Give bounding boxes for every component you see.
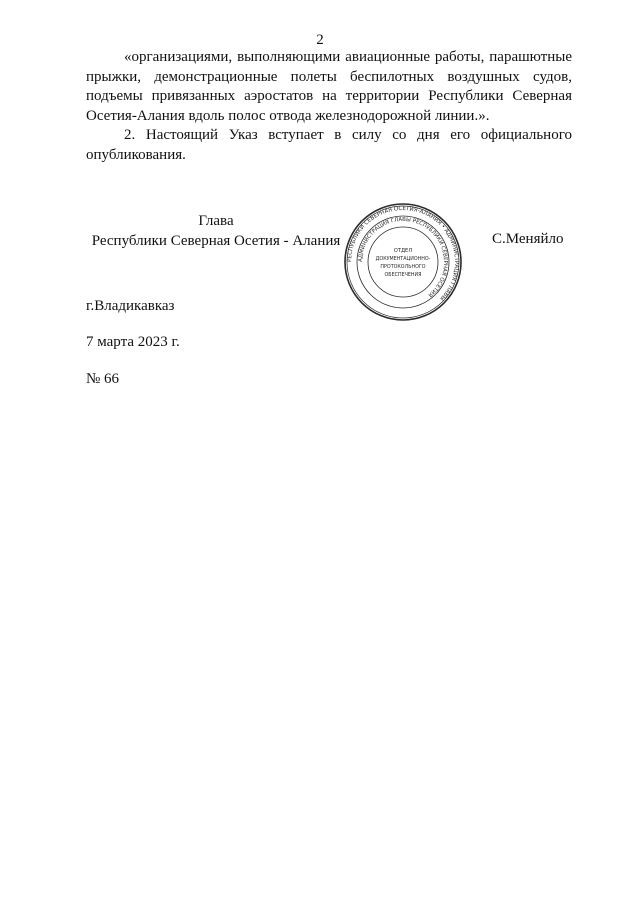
stamp-center-line-3: ПРОТОКОЛЬНОГО — [380, 265, 426, 270]
signature-title-line1: Глава — [198, 213, 234, 229]
official-seal-stamp — [343, 202, 463, 322]
page-number: 2 — [316, 32, 324, 48]
stamp-inner-text: АДМИНИСТРАЦИЯ ГЛАВЫ РЕСПУБЛИКИ СЕВЕРНАЯ ОСЕТИЯ — [357, 216, 449, 298]
paragraph-amendment: «организациями, выполняющими авиационные работы, парашютные прыжки, демонстрационные полеты беспилотных воздушных судов, подъемы привязанных аэростатов на территории Республики Северная Осетия-Алания вдоль полос отвода железнодорожной линии.». — [86, 49, 572, 124]
stamp-center-line-2: ДОКУМЕНТАЦИОННО- — [375, 257, 431, 262]
stamp-outer-text: РЕСПУБЛИКИ СЕВЕРНАЯ ОСЕТИЯ-АЛАНИЯ • АДМИНИСТРАЦИЯ ГЛАВЫ — [346, 205, 460, 302]
signature-title-line2: Республики Северная Осетия - Алания — [91, 232, 341, 249]
document-number: № 66 — [86, 371, 120, 387]
signatory-name: С.Меняйло — [492, 231, 564, 247]
stamp-center-line-1: ОТДЕЛ — [393, 248, 413, 254]
stamp-center-line-4: ОБЕСПЕЧЕНИЯ — [384, 273, 422, 278]
document-body — [86, 48, 572, 166]
city-of-signing: г.Владикавказ — [86, 298, 175, 314]
date-of-signing: 7 марта 2023 г. — [86, 334, 180, 350]
paragraph-effective-date: 2. Настоящий Указ вступает в силу со дня его официального опубликования. — [86, 127, 572, 163]
signature-title — [86, 212, 346, 251]
